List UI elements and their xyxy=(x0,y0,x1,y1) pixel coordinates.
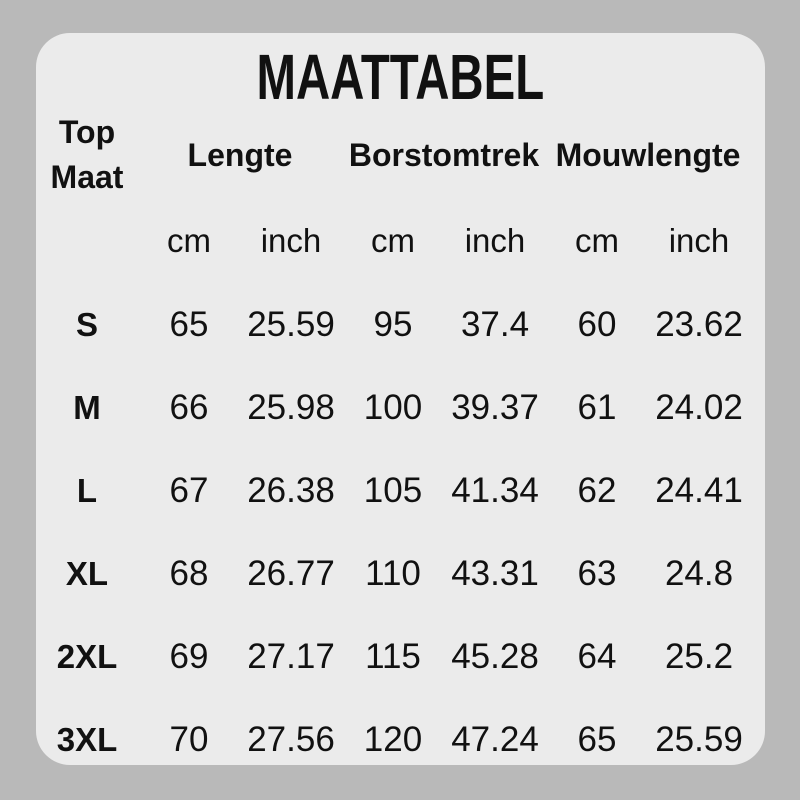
size-label: 2XL xyxy=(56,637,118,675)
table-cell: 25.59 xyxy=(247,304,335,344)
table-cell: 95 xyxy=(373,304,413,344)
table-cell: 25.59 xyxy=(655,719,743,759)
table-cell: 64 xyxy=(577,636,617,676)
corner-header-line1: Top xyxy=(58,114,116,150)
table-cell: 45.28 xyxy=(451,636,539,676)
size-label: XL xyxy=(65,554,109,592)
title-wrap xyxy=(36,39,765,111)
table-cell: 60 xyxy=(577,304,617,344)
table-cell: 26.77 xyxy=(247,553,335,593)
size-label: M xyxy=(73,388,101,426)
table-cell: 115 xyxy=(365,636,421,676)
table-cell: 27.56 xyxy=(247,719,335,759)
table-cell: 65 xyxy=(169,304,209,344)
size-label: L xyxy=(76,471,98,509)
column-group-borstomtrek: Borstomtrek xyxy=(348,136,540,173)
table-cell: 25.2 xyxy=(664,636,734,676)
table-cell: 37.4 xyxy=(460,304,530,344)
corner-header xyxy=(36,111,138,199)
unit-header: cm xyxy=(167,222,211,259)
table-cell: 67 xyxy=(169,470,209,510)
unit-header: cm xyxy=(575,222,619,259)
units-row-spacer xyxy=(36,199,138,283)
unit-header: inch xyxy=(668,222,730,259)
page-title: MAATTABEL xyxy=(256,41,545,113)
size-table xyxy=(36,111,765,765)
size-chart-card xyxy=(36,33,765,765)
size-label: 3XL xyxy=(56,720,118,758)
table-cell: 105 xyxy=(363,470,423,510)
corner-header-line2: Maat xyxy=(50,159,124,195)
table-cell: 66 xyxy=(169,387,209,427)
table-cell: 62 xyxy=(577,470,617,510)
unit-header: inch xyxy=(464,222,526,259)
table-cell: 26.38 xyxy=(247,470,335,510)
column-group-mouwlengte: Mouwlengte xyxy=(555,136,741,173)
table-cell: 27.17 xyxy=(247,636,335,676)
table-cell: 25.98 xyxy=(247,387,335,427)
size-label: S xyxy=(75,305,98,343)
table-cell: 100 xyxy=(363,387,423,427)
table-cell: 61 xyxy=(577,387,617,427)
table-cell: 39.37 xyxy=(451,387,539,427)
table-cell: 43.31 xyxy=(451,553,539,593)
table-cell: 24.41 xyxy=(655,470,743,510)
table-cell: 24.02 xyxy=(655,387,743,427)
table-cell: 110 xyxy=(365,553,421,593)
table-cell: 65 xyxy=(577,719,617,759)
table-cell: 23.62 xyxy=(655,304,743,344)
column-group-lengte: Lengte xyxy=(187,136,293,173)
unit-header: inch xyxy=(260,222,322,259)
unit-header: cm xyxy=(371,222,415,259)
table-cell: 70 xyxy=(169,719,209,759)
table-cell: 69 xyxy=(169,636,209,676)
table-cell: 63 xyxy=(577,553,617,593)
table-cell: 41.34 xyxy=(451,470,539,510)
table-cell: 24.8 xyxy=(664,553,734,593)
table-cell: 120 xyxy=(363,719,423,759)
table-cell: 47.24 xyxy=(451,719,539,759)
table-cell: 68 xyxy=(169,553,209,593)
